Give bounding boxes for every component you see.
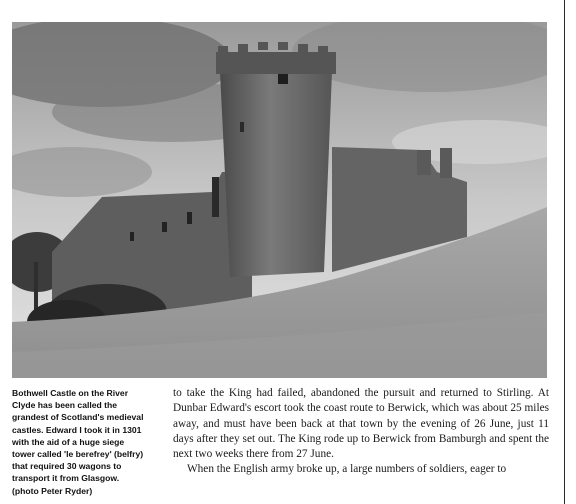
photo-caption: Bothwell Castle on the River Clyde has been called the grandest of Scotland's medieval castles. Edward I took it in 1301 with the aid of a huge siege tower called 'le berefrey' (belfry) that required 30 wagons to transport it from Glasgow. (photo Peter Ryder) [12,388,144,496]
page-edge-rule [564,0,565,504]
body-paragraph: When the English army broke up, a large numbers of soldiers, eager to [187,463,507,476]
article-body [173,386,549,478]
body-paragraph: to take the King had failed, abandoned the pursuit and returned to Stirling. At Dunbar Edward's escort took the coast route to Berwick, which was about 25 miles away, and must have been back at that town by the evening of 26 June, just 11 days after they set out. The King rode up to Berwick from Bamburgh and spent the next two weeks there from 27 June. [173,387,549,461]
castle-photo [12,22,547,378]
castle-photo-image [12,22,547,378]
